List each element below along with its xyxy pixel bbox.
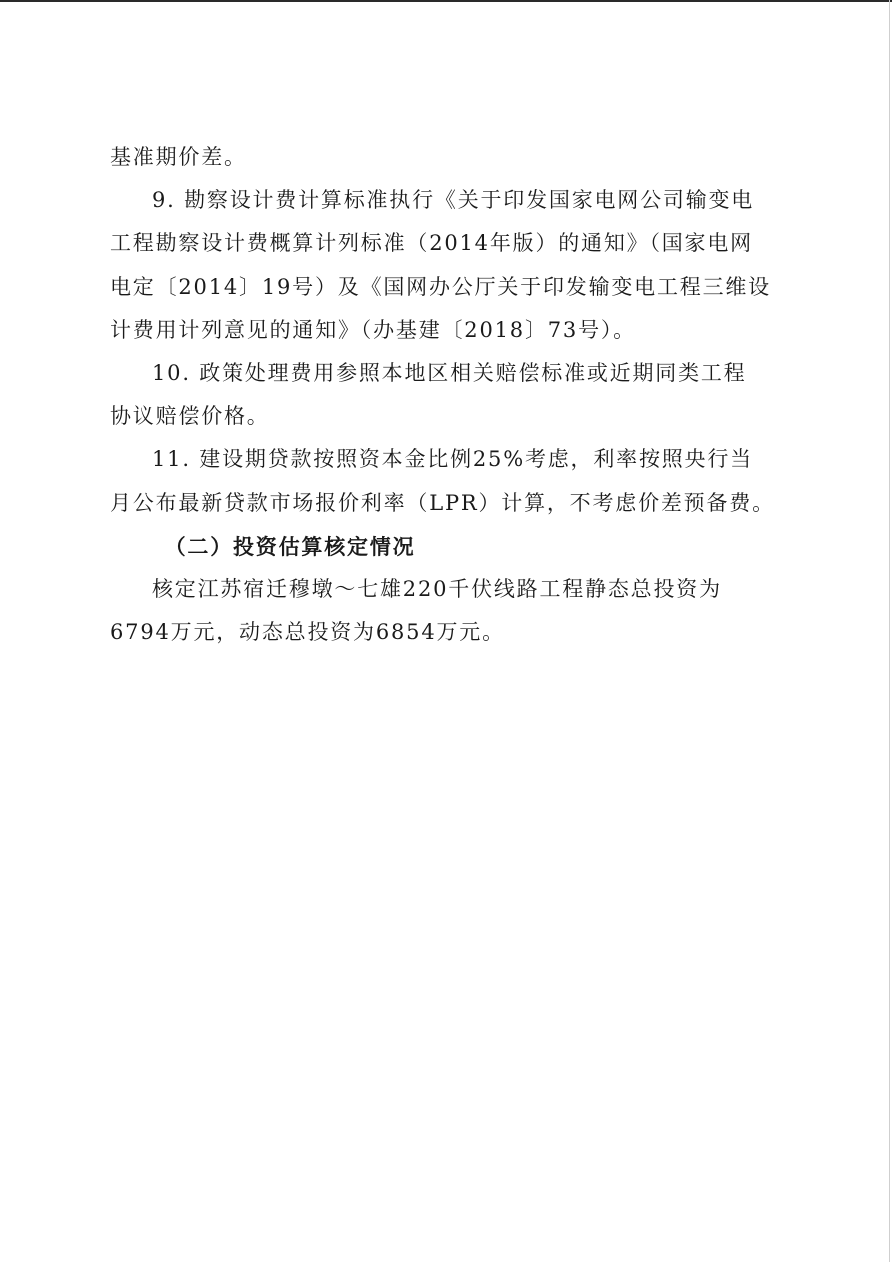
text-line: 核定江苏宿迁穆墩～七雄220千伏线路工程静态总投资为 bbox=[152, 577, 722, 602]
section-heading: （二）投资估算核定情况 bbox=[164, 533, 416, 559]
text-line: 9. 勘察设计费计算标准执行《关于印发国家电网公司输变电 bbox=[152, 188, 755, 213]
paragraph-item-9 bbox=[110, 179, 786, 352]
page-top-border bbox=[0, 0, 892, 2]
text-line: 月公布最新贷款市场报价利率（LPR）计算，不考虑价差预备费。 bbox=[110, 490, 775, 515]
text-line: 11. 建设期贷款按照资本金比例25%考虑，利率按照央行当 bbox=[152, 447, 753, 472]
paragraph-item-10 bbox=[110, 352, 786, 438]
text-line: 工程勘察设计费概算计列标准（2014年版）的通知》（国家电网 bbox=[110, 231, 753, 256]
text-line: 计费用计列意见的通知》（办基建〔2018〕73号）。 bbox=[110, 317, 636, 342]
text-line: 协议赔偿价格。 bbox=[110, 404, 270, 429]
text-line: 基准期价差。 bbox=[110, 145, 247, 169]
paragraph-item-11 bbox=[110, 438, 786, 524]
text-line: 电定〔2014〕19号）及《国网办公厅关于印发输变电工程三维设 bbox=[110, 274, 771, 299]
document-body bbox=[110, 136, 786, 654]
page-right-border bbox=[889, 0, 890, 1262]
text-line: 6794万元，动态总投资为6854万元。 bbox=[110, 620, 505, 645]
text-line: 10. 政策处理费用参照本地区相关赔偿标准或近期同类工程 bbox=[152, 361, 747, 386]
paragraph-continuation bbox=[110, 136, 786, 179]
paragraph-conclusion bbox=[110, 568, 786, 654]
